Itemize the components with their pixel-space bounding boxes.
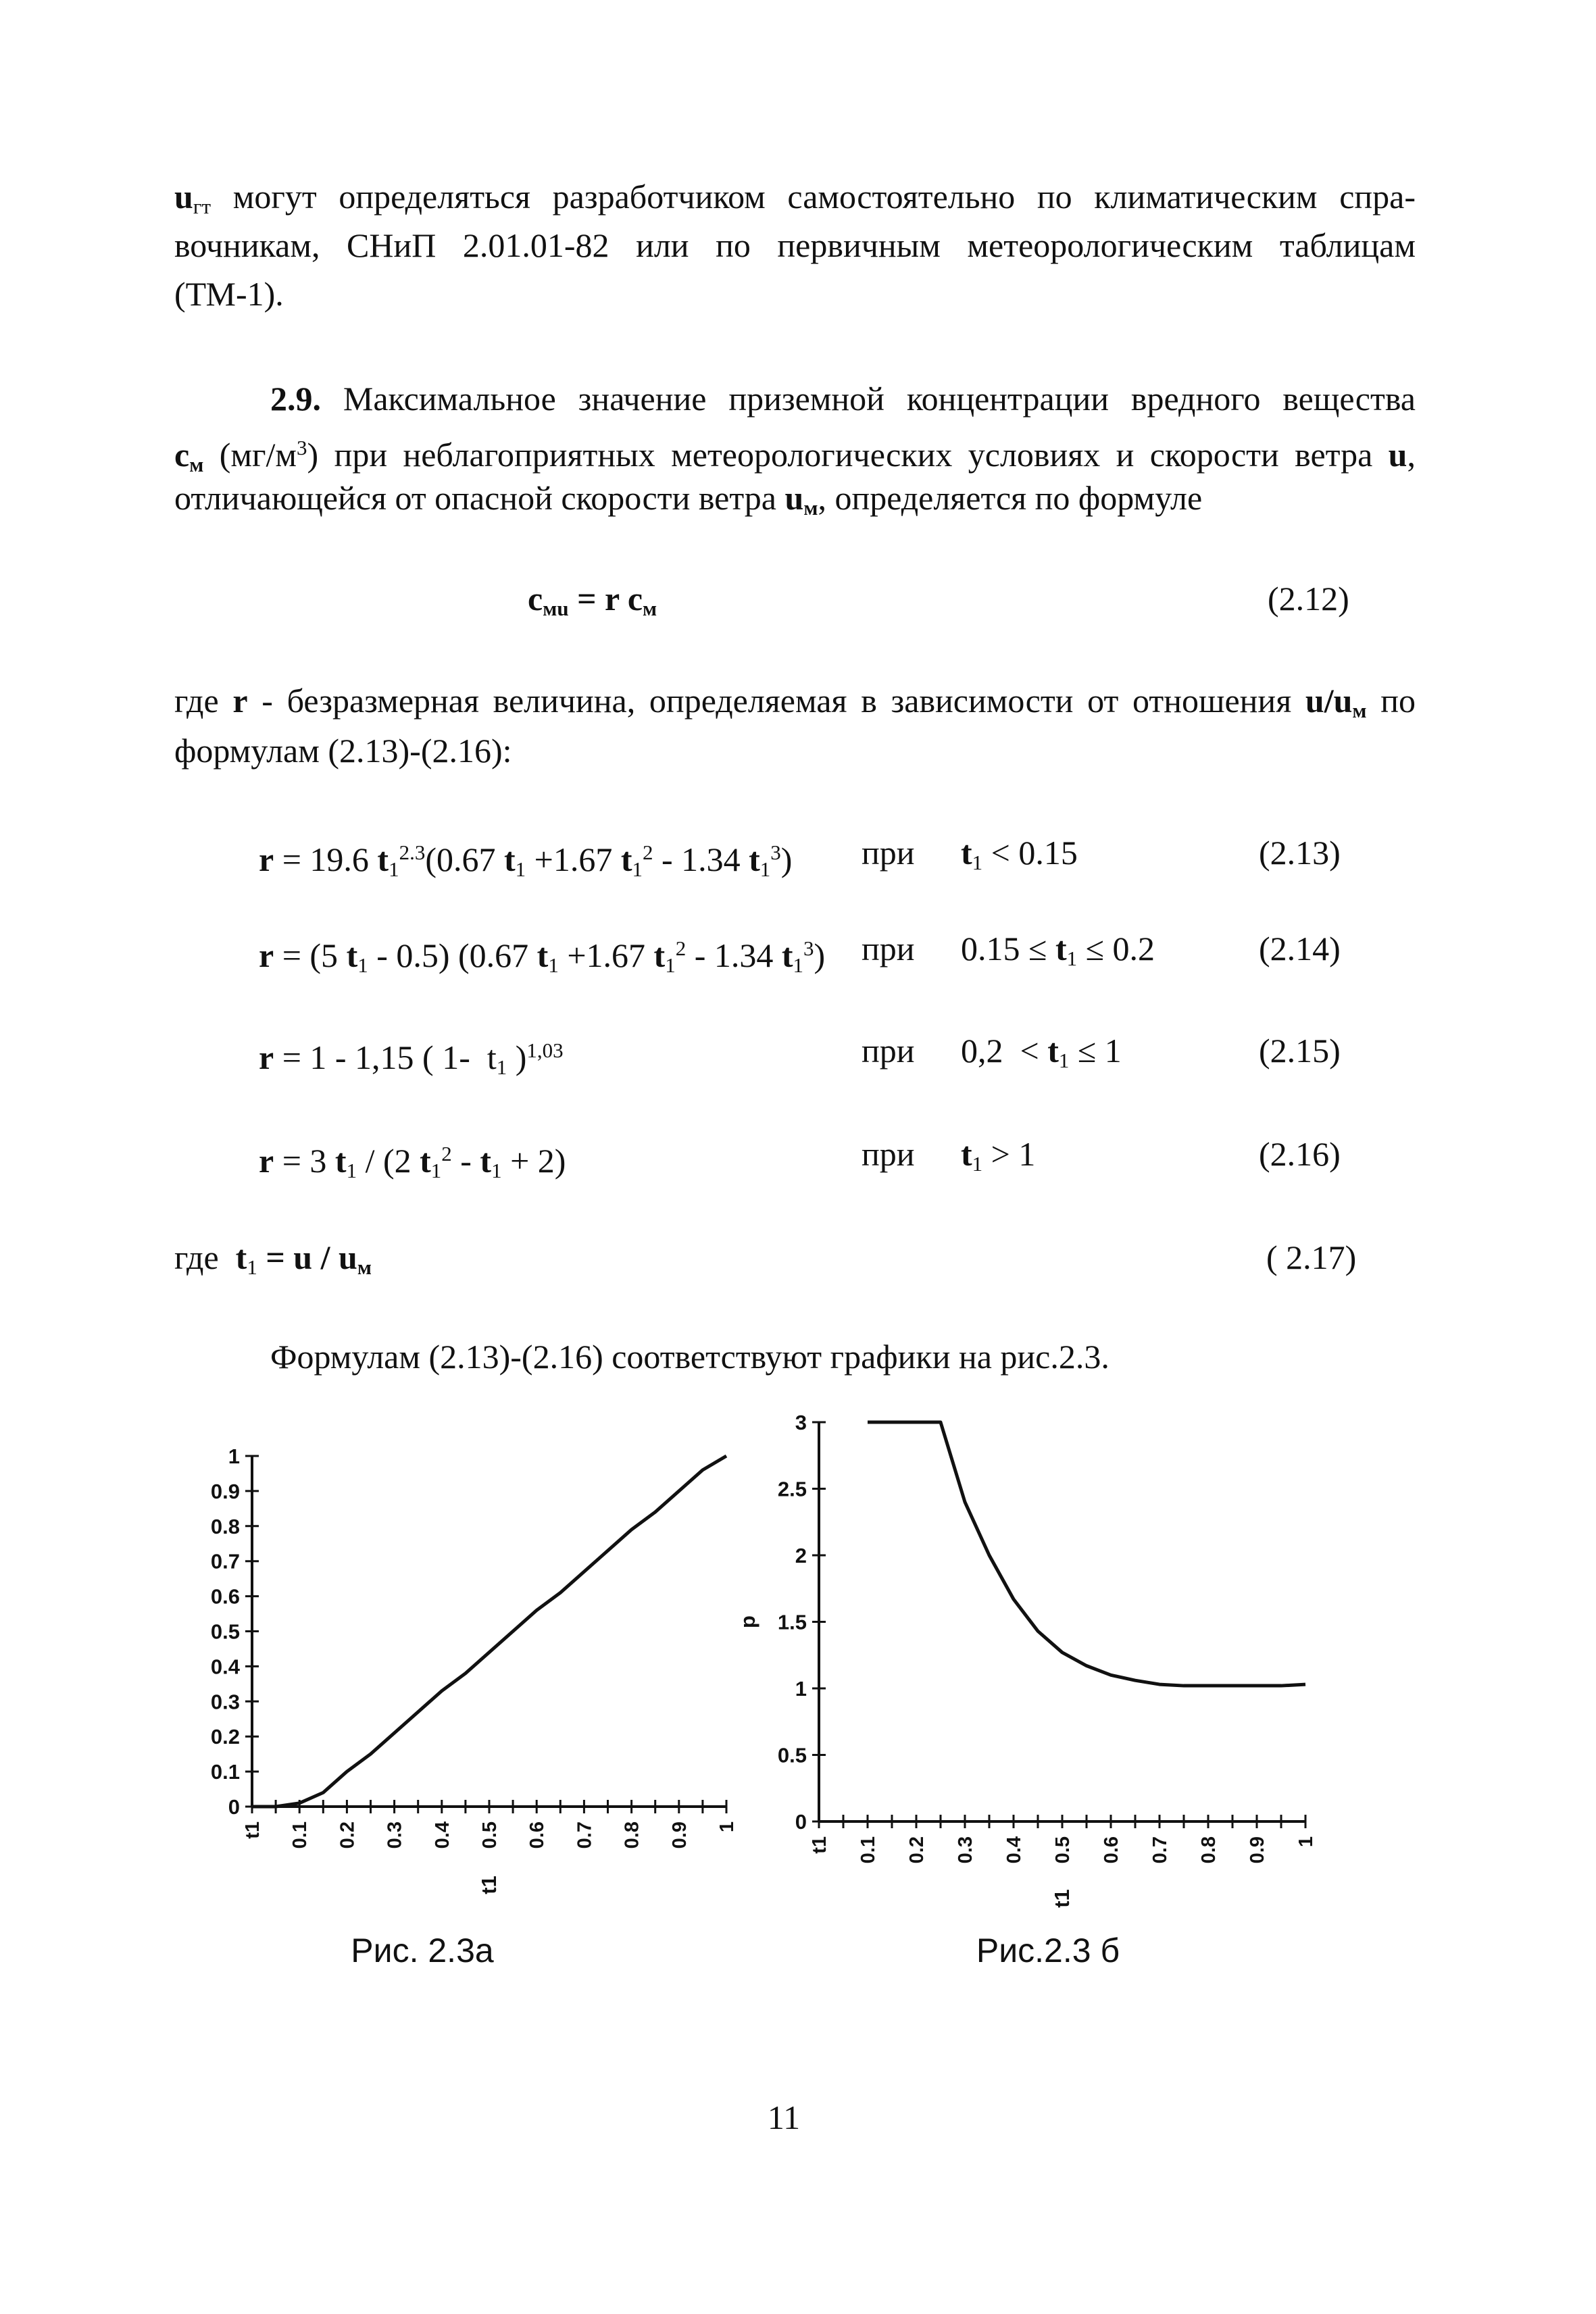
text-segment: t <box>620 840 632 879</box>
x-tick-label: 0.4 <box>1003 1836 1025 1864</box>
text-segment: + 2) <box>501 1142 566 1180</box>
text-segment: t <box>1047 1032 1059 1070</box>
y-tick-label: 1 <box>795 1677 807 1701</box>
text-segment: - безразмерная величина, определяемая в зависимости от отношения <box>247 682 1305 720</box>
y-tick-label: 1 <box>228 1444 240 1468</box>
x-tick-label: 0.2 <box>906 1836 928 1864</box>
y-tick-label: 0 <box>795 1810 807 1834</box>
equation-number-2-17: ( 2.17) <box>1266 1238 1357 1276</box>
text-segment: +1.67 <box>558 936 654 975</box>
y-tick-label: 3 <box>795 1411 807 1434</box>
text-segment: - 1.34 <box>653 840 749 879</box>
text-segment: t <box>749 840 760 879</box>
text-segment: 3 <box>803 936 814 960</box>
text-segment: r <box>259 936 274 975</box>
text-segment: м <box>643 596 657 620</box>
y-tick-label: 1.5 <box>777 1610 807 1634</box>
page-number: 11 <box>767 2098 801 2136</box>
text-segment: t <box>781 936 793 975</box>
text-segment: r <box>259 840 274 879</box>
x-tick-label: 0.5 <box>479 1821 501 1849</box>
text-segment: формулам (2.13)-(2.16): <box>174 732 512 770</box>
x-tick-label: 0.1 <box>857 1836 879 1864</box>
text-segment: 2 <box>675 936 687 960</box>
text-segment: = u / u <box>257 1238 357 1276</box>
text-segment: ) <box>780 840 793 879</box>
text-segment: t <box>334 1142 347 1180</box>
x-tick-label: 0.5 <box>1052 1836 1074 1864</box>
text-segment: < 0.15 <box>982 834 1078 872</box>
x-axis-title: t1 <box>1050 1889 1074 1908</box>
text-segment: 2.9. <box>270 380 321 418</box>
text-segment: , определяется по формуле <box>818 479 1203 517</box>
y-tick-label: 0.1 <box>210 1760 240 1784</box>
y-tick-label: 0.4 <box>210 1655 240 1679</box>
y-tick-label: 0 <box>228 1795 240 1819</box>
figure-intro: Формулам (2.13)-(2.16) соответствуют графики на рис.2.3. <box>270 1338 1109 1376</box>
text-segment: 0,2 < <box>961 1032 1048 1070</box>
series-line-r <box>252 1456 726 1807</box>
formula-number: (2.15) <box>1259 1032 1341 1070</box>
x-tick-label: 0.7 <box>574 1821 596 1849</box>
text-segment: (мг/м <box>203 436 297 474</box>
text-segment: 1 <box>346 1158 357 1182</box>
text-segment: м <box>1352 698 1367 722</box>
text-segment: > 1 <box>982 1135 1036 1173</box>
x-tick-label: 0.1 <box>289 1821 311 1849</box>
text-segment: t <box>480 1142 492 1180</box>
text-segment: ) <box>814 936 826 975</box>
text-segment: 1 <box>793 953 803 977</box>
text-segment: +1.67 <box>526 840 621 879</box>
text-segment: 1 <box>430 1158 442 1182</box>
text-segment: 2 <box>642 840 653 864</box>
text-segment: t <box>537 936 549 975</box>
caption-figure-2-3b: Рис.2.3 б <box>976 1932 1120 1969</box>
text-segment: t <box>420 1142 431 1180</box>
text-segment: t <box>961 834 972 872</box>
y-tick-label: 2 <box>795 1544 807 1567</box>
x-tick-label: 0.7 <box>1149 1836 1171 1864</box>
formula-when: при <box>862 1135 915 1173</box>
text-segment: (0.67 <box>425 840 504 879</box>
text-segment: где <box>174 682 233 720</box>
text-segment: 1 <box>665 953 676 977</box>
y-tick-label: 0.9 <box>210 1479 240 1503</box>
text-segment: u <box>1388 436 1407 474</box>
text-segment: = r c <box>568 580 643 618</box>
text-segment: могут определяться разработчиком самостоятельно по климатическим спра- <box>211 178 1416 216</box>
y-tick-label: 0.6 <box>210 1584 240 1609</box>
text-segment: 1 <box>632 857 643 881</box>
text-segment: 1 <box>548 953 559 977</box>
text-segment: - 1.34 <box>686 936 782 975</box>
text-segment: гт <box>193 194 211 218</box>
formula-number: (2.14) <box>1259 930 1341 967</box>
text-segment: мu <box>543 596 569 620</box>
text-segment: u <box>784 479 804 517</box>
text-segment: = (5 <box>274 936 347 975</box>
formula-when: при <box>862 834 915 872</box>
text-segment: отличающейся от опасной скорости ветра <box>174 479 785 517</box>
text-segment: 1 <box>759 857 771 881</box>
y-tick-label: 0.8 <box>210 1514 240 1538</box>
text-segment: t <box>346 936 358 975</box>
text-segment: t <box>1055 930 1067 967</box>
text-segment: 1 <box>357 953 368 977</box>
text-segment: м <box>803 495 818 520</box>
x-tick-label: 0.2 <box>336 1821 359 1849</box>
text-segment: r <box>259 1038 274 1077</box>
text-segment: = 3 <box>274 1142 335 1180</box>
text-segment: ≤ 0.2 <box>1077 930 1155 967</box>
x-tick-label: 1 <box>1295 1836 1317 1848</box>
y-axis-title: p <box>736 1615 759 1628</box>
text-segment: 1 <box>491 1158 502 1182</box>
text-segment: 3 <box>770 840 781 864</box>
text-segment: 1 <box>972 1151 983 1176</box>
text-segment: t <box>377 840 389 879</box>
x-tick-label: 0.8 <box>621 1821 643 1849</box>
text-segment: r <box>232 682 248 720</box>
text-segment: где <box>174 1238 236 1276</box>
y-tick-label: 0.7 <box>210 1549 240 1574</box>
x-tick-label: 0.8 <box>1198 1836 1220 1864</box>
text-segment: = 1 - 1,15 ( 1- t <box>274 1038 497 1077</box>
x-tick-label: 0.3 <box>955 1836 976 1864</box>
text-segment: t <box>961 1135 972 1173</box>
text-segment: Максимальное значение приземной концентрации вредного вещества <box>321 380 1416 418</box>
x-tick-label: 1 <box>716 1821 738 1833</box>
text-segment: , <box>1407 436 1416 474</box>
text-segment: 1 <box>972 850 983 874</box>
series-line-p <box>868 1422 1305 1686</box>
text-segment: t <box>653 936 666 975</box>
text-segment: 2 <box>441 1142 452 1165</box>
x-axis-title: t1 <box>477 1876 501 1894</box>
x-tick-label: 0.4 <box>431 1821 453 1849</box>
text-segment: 0.15 ≤ <box>961 930 1055 967</box>
caption-figure-2-3a: Рис. 2.3а <box>351 1932 494 1969</box>
text-segment: м <box>357 1255 372 1279</box>
y-tick-label: 0.5 <box>777 1743 807 1767</box>
y-tick-label: 0.5 <box>210 1619 240 1644</box>
text-segment: 1 <box>515 857 526 881</box>
text-segment: - 0.5) (0.67 <box>368 936 537 975</box>
text-segment: 1 <box>247 1255 257 1279</box>
y-tick-label: 2.5 <box>777 1477 807 1501</box>
y-tick-label: 0.3 <box>210 1690 240 1714</box>
formula-number: (2.13) <box>1259 834 1341 872</box>
text-segment: 1 <box>1058 1048 1070 1072</box>
text-segment: t <box>503 840 516 879</box>
text-segment: u/u <box>1305 682 1353 720</box>
x-tick-label: 0.9 <box>668 1821 691 1849</box>
x-tick-label: 0.9 <box>1247 1836 1268 1864</box>
x-tick-label: 0.6 <box>1101 1836 1122 1864</box>
text-segment: по <box>1366 682 1416 720</box>
text-segment: 2.3 <box>399 840 426 864</box>
formula-when: при <box>862 930 915 967</box>
y-tick-label: 0.2 <box>210 1725 240 1749</box>
text-segment: ≤ 1 <box>1069 1032 1122 1070</box>
text-segment: = 19.6 <box>274 840 378 879</box>
text-segment: 3 <box>297 436 307 459</box>
text-segment: ) <box>507 1038 527 1077</box>
text-segment: r <box>259 1142 274 1180</box>
text-segment: c <box>174 436 190 474</box>
text-segment: t <box>235 1238 247 1276</box>
x-tick-label: 0.6 <box>526 1821 549 1849</box>
formula-number: (2.16) <box>1259 1135 1341 1173</box>
text-segment: 1,03 <box>526 1038 564 1062</box>
x-tick-label: t1 <box>809 1836 830 1854</box>
text-segment: c <box>528 580 543 618</box>
text-segment: 1 <box>389 857 399 881</box>
x-tick-label: 0.3 <box>384 1821 406 1849</box>
equation-number-2-12: (2.12) <box>1268 580 1349 618</box>
text-segment: (ТМ-1). <box>174 275 284 313</box>
text-segment: вочникам, СНиП 2.01.01-82 или по первичным метеорологическим таблицам <box>174 226 1416 264</box>
x-tick-label: t1 <box>242 1821 264 1839</box>
text-segment: 1 <box>496 1055 507 1079</box>
text-segment: ) при неблагоприятных метеорологических условиях и скорости ветра <box>307 436 1389 474</box>
text-segment: u <box>174 178 193 216</box>
text-segment: 1 <box>1066 946 1078 970</box>
text-segment: / (2 <box>357 1142 420 1180</box>
text-segment: - <box>451 1142 480 1180</box>
formula-when: при <box>862 1032 915 1070</box>
text-segment: м <box>189 452 204 476</box>
